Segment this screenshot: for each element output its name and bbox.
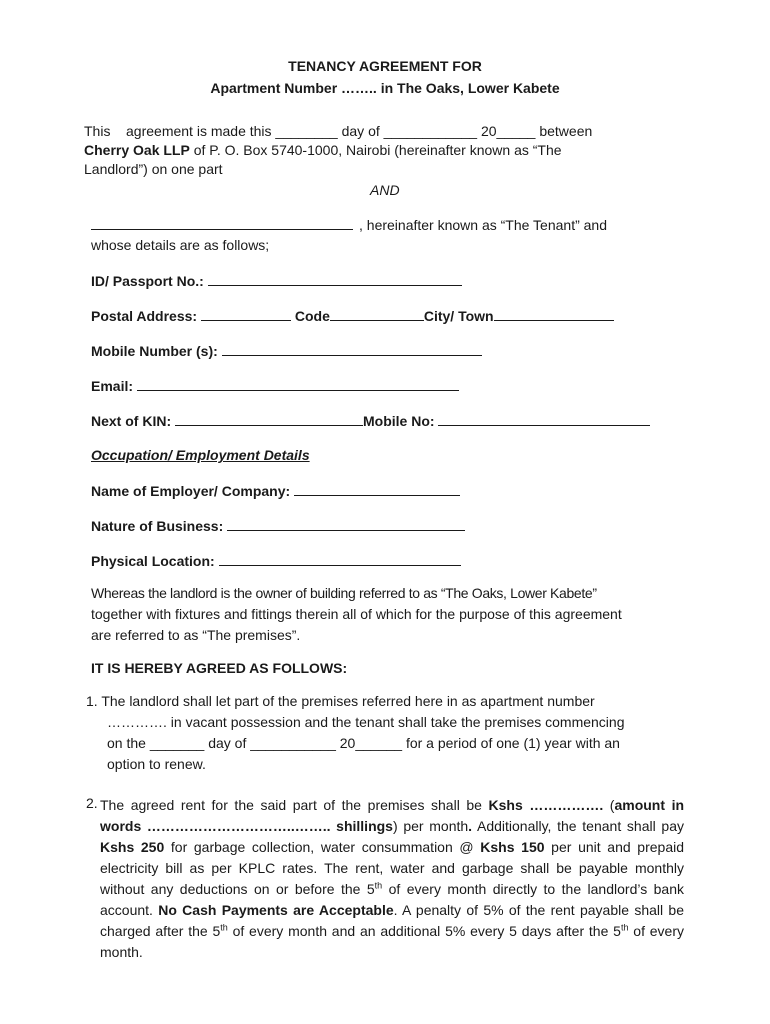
id-blank[interactable]: [208, 272, 462, 286]
clause-2-t2: (: [603, 797, 615, 813]
tenant-name-blank[interactable]: [91, 216, 353, 230]
intro-line-1: [84, 123, 592, 139]
whereas-line-1: Whereas the landlord is the owner of building referred to as “The Oaks, Lower Kabete”: [91, 585, 597, 601]
id-field-row: [91, 272, 462, 289]
employer-blank[interactable]: [294, 482, 460, 496]
mobile-blank[interactable]: [222, 342, 482, 356]
clause-2-t9: of every month and an additional 5% every 5 days after the 5: [227, 923, 621, 939]
city-label: City/ Town: [423, 308, 494, 324]
water-rate: Kshs 150: [480, 839, 545, 855]
employer-field-row: [91, 482, 460, 499]
title-line-1: TENANCY AGREEMENT FOR: [288, 58, 482, 74]
clause-2-t4: Additionally, the tenant shall pay: [472, 818, 684, 834]
clause-2-t7: of every month directly to the landlord’s bank account.: [100, 881, 685, 918]
location-field-row: [91, 552, 461, 569]
postal-blank[interactable]: [201, 307, 291, 321]
whereas-line-3: are referred to as “The premises”.: [91, 627, 301, 643]
garbage-fee: Kshs 250: [100, 839, 165, 855]
code-blank[interactable]: [330, 307, 424, 321]
clause-1-line-4: option to renew.: [107, 756, 206, 772]
business-field-row: [91, 517, 465, 534]
clause-2-body: [100, 795, 684, 963]
id-label: ID/ Passport No.:: [91, 273, 204, 289]
tenant-details: whose details are as follows;: [91, 237, 270, 253]
intro-made: agreement is made this ________ day of ____________ 20_____ between: [126, 123, 593, 139]
clause-2-t8: . A penalty of 5% of the rent payable shall be charged after the 5: [100, 902, 684, 939]
clause-2-t10: of every month.: [100, 923, 684, 960]
mobile-field-row: [91, 342, 482, 359]
rent-amount: Kshs …………….: [488, 797, 604, 813]
business-label: Nature of Business:: [91, 518, 224, 534]
no-cash-notice: No Cash Payments are Acceptable: [158, 902, 394, 918]
intro-line-2-rest: of P. O. Box 5740-1000, Nairobi (hereinafter known as “The: [189, 142, 562, 158]
email-label: Email:: [91, 378, 134, 394]
clause-1-line-1: 1. The landlord shall let part of the premises referred here in as apartment number: [86, 693, 595, 709]
code-label: Code: [294, 308, 330, 324]
employer-label: Name of Employer/ Company:: [91, 483, 291, 499]
clause-2-sup-3: th: [620, 922, 629, 933]
postal-label: Postal Address:: [91, 308, 198, 324]
clause-2-sup-1: th: [374, 880, 383, 891]
location-blank[interactable]: [219, 552, 461, 566]
intro-line-2: [84, 142, 562, 158]
intro-line-3: Landlord”) on one part: [84, 161, 223, 177]
tenant-known-as: , hereinafter known as “The Tenant” and: [359, 217, 608, 233]
tenant-line-1: [91, 216, 607, 233]
clause-2-t1: The agreed rent for the said part of the premises shall be: [100, 797, 489, 813]
intro-this: This: [84, 123, 111, 139]
kin-mobile-blank[interactable]: [438, 412, 650, 426]
clause-2-t5: for garbage collection, water consummation @: [164, 839, 481, 855]
and-separator: AND: [370, 182, 400, 198]
business-blank[interactable]: [227, 517, 465, 531]
clause-2-sup-2: th: [220, 922, 228, 933]
kin-label: Next of KIN:: [91, 413, 172, 429]
kin-mobile-label: Mobile No:: [363, 413, 435, 429]
email-blank[interactable]: [137, 377, 459, 391]
agreed-heading: IT IS HEREBY AGREED AS FOLLOWS:: [91, 660, 348, 676]
clause-2-t3: ) per month: [392, 818, 469, 834]
clause-2-t6: per unit and prepaid electricity bill as per KPLC rates. The rent, water and garbage shall be payable monthly without any deductions on or before the 5: [100, 839, 685, 897]
kin-blank[interactable]: [175, 412, 363, 426]
mobile-label: Mobile Number (s):: [91, 343, 218, 359]
email-field-row: [91, 377, 459, 394]
title-line-2: Apartment Number …….. in The Oaks, Lower Kabete: [210, 80, 560, 96]
clause-1-line-3: on the _______ day of ___________ 20______ for a period of one (1) year with an: [107, 735, 620, 751]
clause-2-b3: .: [468, 818, 473, 834]
clause-2-number: 2.: [86, 795, 98, 811]
rent-in-words: amount in words …………………………..…….. shillings: [100, 797, 685, 834]
kin-field-row: [91, 412, 650, 429]
location-label: Physical Location:: [91, 553, 215, 569]
city-blank[interactable]: [494, 307, 614, 321]
whereas-line-2: together with fixtures and fittings therein all of which for the purpose of this agreement: [91, 606, 622, 622]
employment-heading: Occupation/ Employment Details: [91, 447, 310, 463]
postal-field-row: [91, 307, 614, 324]
clause-1-line-2: …………. in vacant possession and the tenant shall take the premises commencing: [107, 714, 625, 730]
landlord-name: Cherry Oak LLP: [84, 142, 190, 158]
